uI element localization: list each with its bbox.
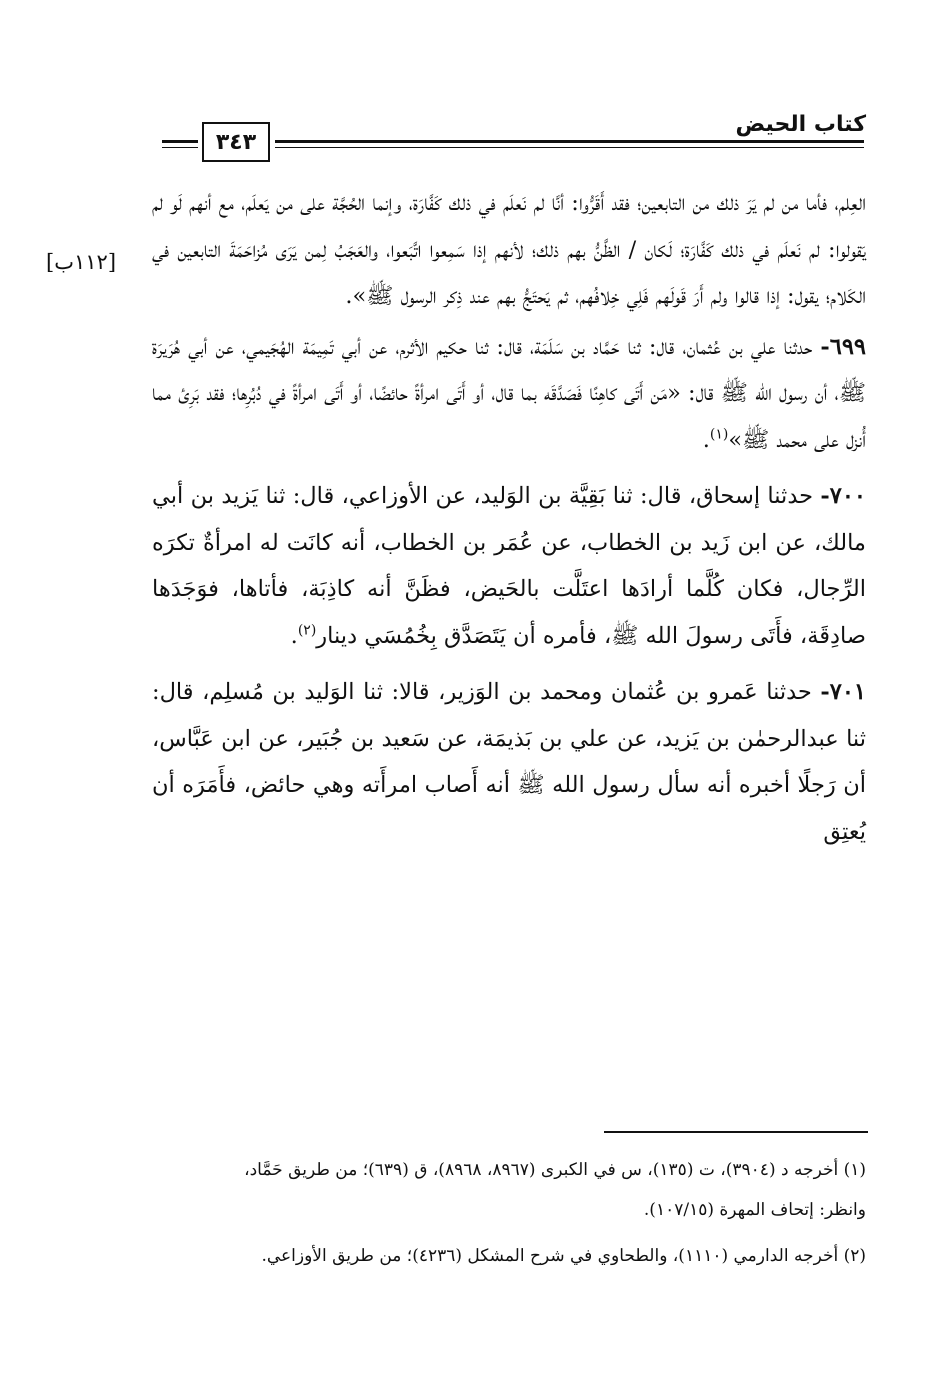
hadith-701 (152, 669, 866, 855)
hadith-text: حدثنا علي بن عُثمان، قال: ثنا حَمَّاد بن سَلَمَة، قال: ثنا حكيم الأثرم، عن أبي تَمِيمَة الهُجَيمي، عن أبي هُرَيرَة ﷺ، أن رسول الله ﷺ قال: «مَن أَتَى كاهِنًا فَصَدَّقَه بما قال، أو أَتَى امرأةً حائضًا، أو أَتَى امرأةً في دُبُرِها؛ فقد بَرِئ مما أُنزل على محمد ﷺ» (152, 333, 866, 453)
footnote-marker: (٢) (297, 622, 317, 638)
hadith-number: ٦٩٩- (820, 333, 866, 360)
footnote-separator (604, 1131, 868, 1133)
hadith-end: . (702, 426, 710, 453)
hadith-end: . (290, 622, 298, 649)
footnote-1 (152, 1150, 866, 1230)
footnote-2: (٢) أخرجه الدارمي (١١١٠)، والطحاوي في شرح المشكل (٤٢٣٦)؛ من طريق الأوزاعي. (261, 1246, 866, 1266)
hadith-number: ٧٠١- (820, 679, 866, 705)
hadith-699 (152, 324, 866, 464)
footnotes (152, 1150, 866, 1282)
footnote-marker: (١) (709, 426, 729, 442)
hadith-700 (152, 473, 866, 659)
footnote-1-line-2: وانظر: إتحاف المهرة (١٠٧/١٥). (643, 1200, 866, 1220)
page-number-box: ٣٤٣ (202, 122, 270, 162)
hadith-text: حدثنا عَمرو بن عُثمان ومحمد بن الوَزير، قالا: ثنا الوَليد بن مُسلِم، قال: ثنا عبدالرحمٰن بن يَزيد، عن علي بن بَذيمَة، عن سَعيد بن جُبَير، عن ابن عَبَّاس، أن رَجلًا أخبره أنه سأل رسول الله ﷺ أنه أَصاب امرأَته وهي حائض، فأَمَرَه أن يُعتِق (152, 679, 866, 845)
folio-reference: [١١٢ب] (46, 250, 117, 274)
paragraph-continuation: العِلم، فأما من لم يَرَ ذلك من التابعين؛ فقد أَقَرُّوا: أنَّا لم نَعلَم في ذلك كَفَّارَة، وإنما الحُجَّة على من يَعلَم، مع أنهم لَو لم يَقولوا: لم نَعلَم في ذلك كَفَّارَة؛ لَكان / الظَّنُّ بهم ذلك؛ لأنهم إذا سَمِعوا اتَّبَعوا، والعَجَبُ لِمن يَرَى مُزاحَمَةَ التابعين في الكَلام؛ يقول: إذا قالوا ولم أَرَ قَولَهم فَلِي خِلافُهم، ثم يَحتَجُّ بهم عند ذِكر الرسول ﷺ». (152, 190, 866, 309)
footnote-1-line-1: (١) أخرجه د (٣٩٠٤)، ت (١٣٥)، س في الكبرى (٨٩٦٧، ٨٩٦٨)، ق (٦٣٩)؛ من طريق حَمَّاد، (244, 1160, 866, 1180)
header-rule (275, 140, 864, 148)
header-rule-short (162, 140, 198, 148)
main-text (152, 180, 866, 865)
running-title: كتاب الحيض (735, 112, 866, 137)
hadith-text: حدثنا إسحاق، قال: ثنا بَقِيَّة بن الوَليد، عن الأوزاعي، قال: ثنا يَزيد بن أبي مالك، عن ابن زَيد بن الخطاب، عن عُمَر بن الخطاب، أنه كانَت له امرأةٌ تكرَه الرِّجال، فكان كُلَّما أرادَها اعتَلَّت بالحَيض، فظَنَّ أنه كاذِبَة، فأتاها، فوَجَدَها صادِقَة، فأَتَى رسولَ الله ﷺ، فأمره أن يَتَصَدَّق بِخُمُسَي دينار (152, 483, 866, 649)
hadith-number: ٧٠٠- (820, 483, 867, 509)
